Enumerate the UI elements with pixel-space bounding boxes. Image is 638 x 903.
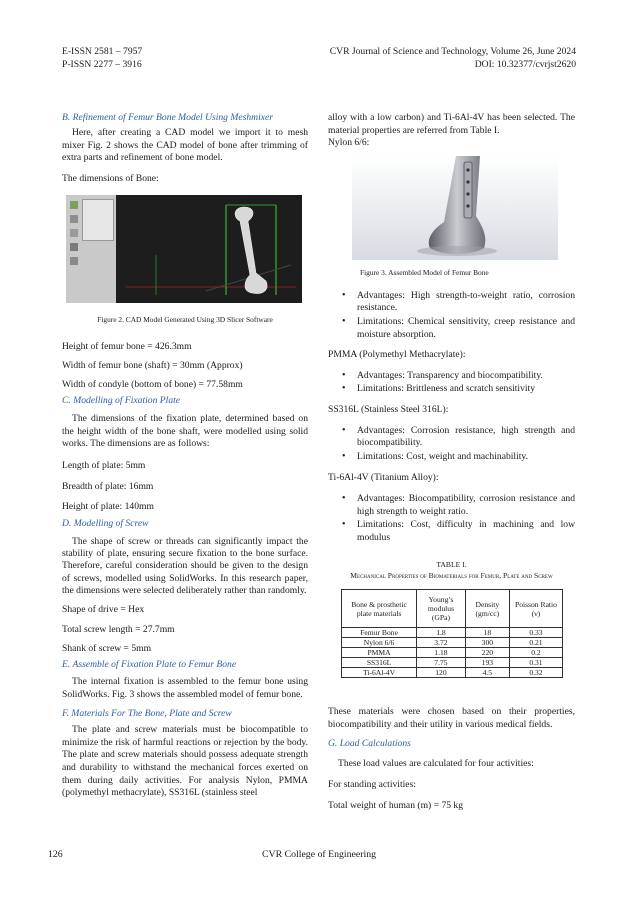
section-c-heading: C. Modelling of Fixation Plate <box>62 395 181 407</box>
dims-intro: The dimensions of Bone: <box>62 172 159 184</box>
table-title: Mechanical Properties of Biomaterials for Femur, Plate and Screw <box>350 571 553 581</box>
table-cell: 3.72 <box>417 638 466 648</box>
table-header-cell: Density (gm/cc) <box>465 590 509 628</box>
section-f-heading: F. Materials For The Bone, Plate and Screw <box>62 708 232 720</box>
ti-limitations: • Limitations: Cost, difficulty in machining and low modulus <box>328 519 575 544</box>
table-cell: 0.31 <box>509 658 562 668</box>
page-number: 126 <box>48 849 63 860</box>
figure-3-caption: Figure 3. Assembled Model of Femur Bone <box>360 267 489 277</box>
figure-3-image <box>352 156 558 260</box>
table-cell: SS316L <box>342 658 417 668</box>
standing-activities: For standing activities: <box>328 779 416 791</box>
figure-2-image <box>66 195 302 303</box>
ss-label: SS316L (Stainless Steel 316L): <box>328 403 449 415</box>
ti-advantages: • Advantages: Biocompatibility, corrosion resistance and high strength to weight ratio. <box>328 493 575 518</box>
ss-advantages: • Advantages: Corrosion resistance, high strength and biocompatibility. <box>328 425 575 450</box>
condyle-width: Width of condyle (bottom of bone) = 77.58mm <box>62 378 243 390</box>
pmma-label: PMMA (Polymethyl Methacrylate): <box>328 349 466 361</box>
screw-shank: Shank of screw = 5mm <box>62 643 152 655</box>
human-weight: Total weight of human (m) = 75 kg <box>328 799 464 811</box>
table-header-row <box>342 590 563 628</box>
table-row <box>342 648 563 658</box>
section-f-paragraph: The plate and screw materials must be biocompatible to minimize the risk of harmful reactions or rejection by the body. The plate and screw materials should possess adequate strength and durability to withstand the mechanical forces exerted on them during daily activities. For analysis Nylon, PMMA (polymethyl methacrylate), SS316L (stainless steel <box>62 724 308 799</box>
pmma-limitations: • Limitations: Brittleness and scratch sensitivity <box>328 383 575 396</box>
table-cell: Femur Bone <box>342 628 417 638</box>
table-cell: 0.2 <box>509 648 562 658</box>
section-e-heading: E. Assemble of Fixation Plate to Femur Bone <box>62 658 237 670</box>
table-cell: Ti-6Al-4V <box>342 668 417 678</box>
section-g-paragraph: These load values are calculated for four activities: <box>338 758 534 770</box>
table-cell: 1.18 <box>417 648 466 658</box>
table-header-cell: Poisson Ratio (ν) <box>509 590 562 628</box>
panel-icon <box>70 201 78 209</box>
nylon-label: Nylon 6/6: <box>328 137 370 149</box>
ss-list <box>328 425 575 464</box>
section-d-heading: D. Modelling of Screw <box>62 517 149 529</box>
panel-icon <box>70 243 78 251</box>
section-d-paragraph: The shape of screw or threads can significantly impact the stability of plate, ensuring secure fixation to the bone surface. Therefore, careful consideration should be given to the design of screws, modelled using SolidWorks. In this research paper, the dimensions were selected deliberately rather than randomly. <box>62 535 308 596</box>
pissn: P-ISSN 2277 – 3916 <box>62 59 142 70</box>
section-e-paragraph: The internal fixation is assembled to the femur bone using SolidWorks. Fig. 3 shows the assembled model of femur bone. <box>62 675 308 700</box>
table-cell: 0.33 <box>509 628 562 638</box>
panel-icon <box>70 229 78 237</box>
plate-length: Length of plate: 5mm <box>62 459 146 471</box>
slicer-side-panel <box>66 195 116 303</box>
section-b-paragraph: Here, after creating a CAD model we import it to mesh mixer Fig. 2 shows the CAD model of bone after trimming of extra parts and refinement of bone model. <box>62 127 308 164</box>
table-row <box>342 658 563 668</box>
ss-limitations: • Limitations: Cost, weight and machinability. <box>328 451 575 464</box>
screw-drive: Shape of drive = Hex <box>62 604 145 616</box>
assembled-femur-render <box>352 156 558 260</box>
table-cell: 120 <box>417 668 466 678</box>
panel-box <box>82 199 114 241</box>
table-cell: 1.8 <box>417 628 466 638</box>
femur-height: Height of femur bone = 426.3mm <box>62 341 192 353</box>
after-table-paragraph: These materials were chosen based on their properties, biocompatibility and their utility in various medical fields. <box>328 706 575 730</box>
table-cell: 0.32 <box>509 668 562 678</box>
table-cell: 0.21 <box>509 638 562 648</box>
nylon-advantages: • Advantages: High strength-to-weight ratio, corrosion resistance. <box>328 290 575 315</box>
continued-paragraph: alloy with a low carbon) and Ti-6Al-4V has been selected. The material properties are referred from Table I. <box>328 112 575 136</box>
plate-breadth: Breadth of plate: 16mm <box>62 480 154 492</box>
table-cell: Nylon 6/6 <box>342 638 417 648</box>
right-column <box>328 112 575 812</box>
ti-list <box>328 493 575 544</box>
materials-table <box>341 589 563 678</box>
section-b-heading: B. Refinement of Femur Bone Model Using Meshmixer <box>62 112 274 123</box>
femur-shaft-width: Width of femur bone (shaft) = 30mm (Approx) <box>62 359 243 371</box>
table-cell: 18 <box>465 628 509 638</box>
table-cell: 300 <box>465 638 509 648</box>
pmma-list <box>328 370 575 396</box>
section-g-heading: G. Load Calculations <box>328 738 411 750</box>
table-row <box>342 628 563 638</box>
table-cell: 220 <box>465 648 509 658</box>
ti-label: Ti-6Al-4V (Titanium Alloy): <box>328 472 439 484</box>
screw-length: Total screw length = 27.7mm <box>62 623 175 635</box>
plate-height: Height of plate: 140mm <box>62 501 154 513</box>
panel-icon <box>70 257 78 265</box>
doi: DOI: 10.32377/cvrjst2620 <box>474 59 576 70</box>
table-cell: PMMA <box>342 648 417 658</box>
table-row <box>342 638 563 648</box>
table-header-cell: Bone & prosthetic plate materials <box>342 590 417 628</box>
journal-title: CVR Journal of Science and Technology, Volume 26, June 2024 <box>329 46 576 57</box>
table-cell: 4.5 <box>465 668 509 678</box>
college-name: CVR College of Engineering <box>261 849 376 860</box>
figure-2-caption: Figure 2. CAD Model Generated Using 3D Slicer Software <box>97 315 273 325</box>
panel-icon <box>70 215 78 223</box>
table-cell: 7.75 <box>417 658 466 668</box>
nylon-list <box>328 290 575 341</box>
pmma-advantages: • Advantages: Transparency and biocompatibility. <box>328 370 575 383</box>
section-c-paragraph: The dimensions of the fixation plate, determined based on the height width of the bone shaft, were modelled using solid works. The dimensions are as follows: <box>62 413 308 450</box>
eissn: E-ISSN 2581 – 7957 <box>62 46 143 57</box>
nylon-limitations: • Limitations: Chemical sensitivity, creep resistance and moisture absorption. <box>328 316 575 341</box>
left-column <box>62 112 308 800</box>
table-number: TABLE I. <box>436 560 467 570</box>
table-cell: 193 <box>465 658 509 668</box>
table-row <box>342 668 563 678</box>
femur-scene <box>116 195 302 303</box>
table-header-cell: Young’s modulus (GPa) <box>417 590 466 628</box>
